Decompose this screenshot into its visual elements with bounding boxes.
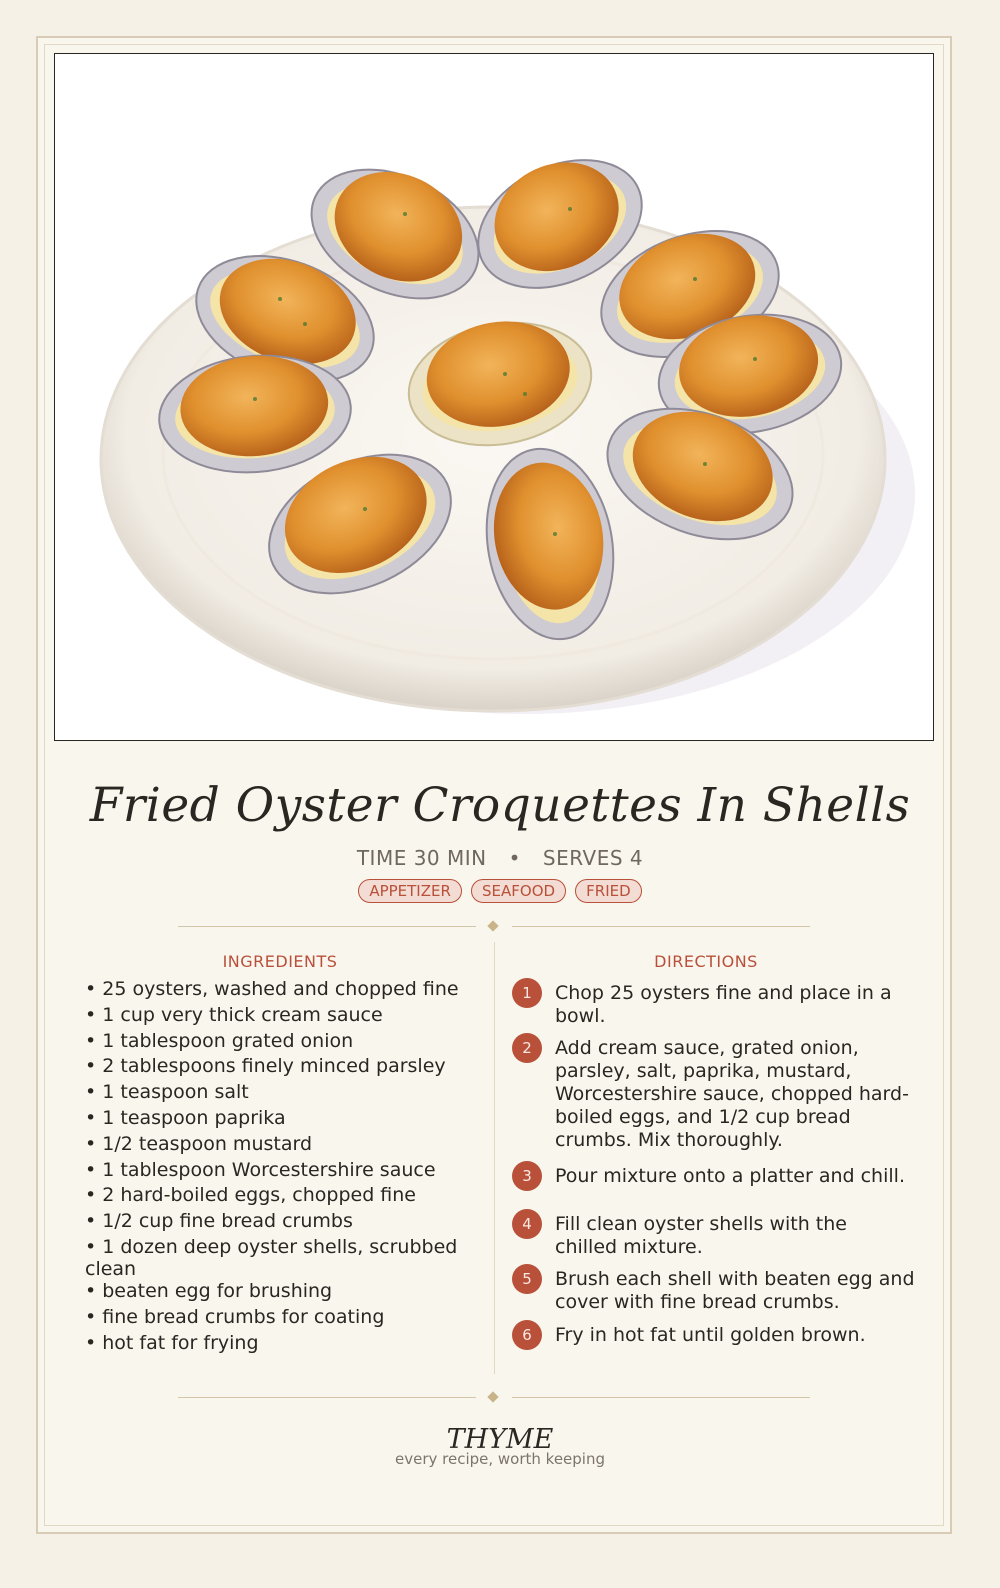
- step-number-badge: 1: [512, 978, 542, 1008]
- step-text: Fry in hot fat until golden brown.: [555, 1324, 866, 1346]
- divider-line: [178, 1397, 476, 1398]
- step-number-badge: 5: [512, 1264, 542, 1294]
- ingredient-item: • fine bread crumbs for coating: [85, 1305, 385, 1328]
- step-text: Brush each shell with beaten egg and cover with fine bread crumbs.: [555, 1268, 915, 1313]
- croquettes-plate-illustration: [55, 54, 933, 740]
- tag-list: [0, 879, 1000, 903]
- ingredient-item: • 1 teaspoon paprika: [85, 1106, 286, 1129]
- serves-label: SERVES 4: [542, 846, 644, 870]
- ingredient-item: • 1 tablespoon Worcestershire sauce: [85, 1158, 436, 1181]
- ingredient-item: • beaten egg for brushing: [85, 1279, 333, 1302]
- step-number-badge: 6: [512, 1320, 542, 1350]
- diamond-icon: [487, 920, 498, 931]
- top-ornament-divider: [178, 919, 810, 935]
- tag-seafood[interactable]: SEAFOOD: [471, 879, 566, 903]
- divider-line: [512, 926, 810, 927]
- ingredient-item: • 1 teaspoon salt: [85, 1081, 249, 1104]
- ingredient-item: • 1 dozen deep oyster shells, scrubbed clean: [85, 1235, 458, 1280]
- bottom-ornament-divider: [178, 1390, 810, 1406]
- step-number-badge: 3: [512, 1161, 542, 1191]
- recipe-title: Fried Oyster Croquettes In Shells: [89, 778, 911, 833]
- ingredient-item: • 1/2 teaspoon mustard: [85, 1132, 313, 1155]
- brand-tagline: every recipe, worth keeping: [394, 1450, 605, 1468]
- ingredient-item: • 1 cup very thick cream sauce: [85, 1003, 383, 1026]
- ingredient-item: • 2 tablespoons finely minced parsley: [85, 1055, 446, 1078]
- ingredient-item: • hot fat for frying: [85, 1331, 259, 1354]
- step-text: Fill clean oyster shells with the chilled mixture.: [555, 1213, 847, 1258]
- ingredient-item: • 2 hard-boiled eggs, chopped fine: [85, 1184, 416, 1207]
- time-label: TIME 30 MIN: [356, 846, 487, 870]
- ingredients-list: [85, 978, 465, 1357]
- column-divider: [494, 942, 495, 1374]
- directions-heading: DIRECTIONS: [654, 952, 758, 971]
- diamond-icon: [487, 1391, 498, 1402]
- ingredient-item: • 1/2 cup fine bread crumbs: [85, 1210, 353, 1233]
- step-text: Add cream sauce, grated onion, parsley, salt, paprika, mustard, Worcestershire sauce, chopped hard-boiled eggs, and 1/2 cup bread crumbs. Mix thoroughly.: [555, 1037, 909, 1151]
- meta-separator: •: [508, 846, 521, 870]
- divider-line: [512, 1397, 810, 1398]
- tag-fried[interactable]: FRIED: [575, 879, 642, 903]
- step-number-badge: 4: [512, 1209, 542, 1239]
- step-text: Pour mixture onto a platter and chill.: [555, 1165, 905, 1187]
- step-number-badge: 2: [512, 1033, 542, 1063]
- ingredient-item: • 1 tablespoon grated onion: [85, 1029, 354, 1052]
- step-text: Chop 25 oysters fine and place in a bowl.: [555, 982, 892, 1027]
- divider-line: [178, 926, 476, 927]
- recipe-photo: [54, 53, 934, 741]
- ingredients-heading: INGREDIENTS: [222, 952, 338, 971]
- tag-appetizer[interactable]: APPETIZER: [358, 879, 462, 903]
- recipe-meta: [0, 846, 1000, 870]
- brand-logo: THYME: [446, 1424, 554, 1455]
- ingredient-item: • 25 oysters, washed and chopped fine: [85, 978, 459, 1000]
